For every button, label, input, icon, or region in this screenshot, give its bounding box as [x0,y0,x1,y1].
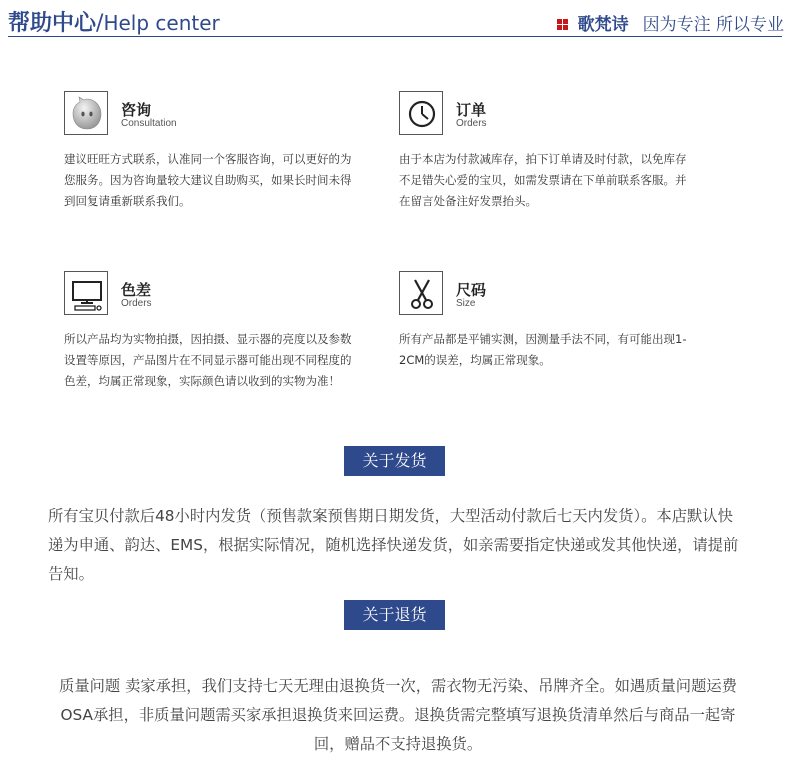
returns-heading: 关于退货 [344,600,445,630]
returns-text: 质量问题 卖家承担，我们支持七天无理由退换货一次，需衣物无污染、吊牌齐全。如遇质量问题运费OSA承担，非质量问题需买家承担退换货来回运费。退换货需完整填写退换货清单然后与商品一起寄回，赠品不支持退换货。 [59,677,737,753]
scissors-icon [400,272,444,316]
card-title: 尺码 [456,281,487,299]
page-title-en: Help center [103,11,220,35]
card-icon-box [399,271,443,315]
brand-slogan: 因为专注 所以专业 [642,15,784,35]
shipping-text: 所有宝贝付款后48小时内发货（预售款案预售期日期发货，大型活动付款后七天内发货）。本店默认快递为申通、韵达、EMS，根据实际情况，随机选择快递发货，如亲需要指定快递或发其他快递，请提前告知。 [48,507,739,583]
card-description: 所以产品均为实物拍摄，因拍摄、显示器的亮度以及参数设置等原因，产品图片在不同显示器可能出现不同程度的色差，均属正常现象，实际颜色请以收到的实物为准！ [64,332,352,388]
page-title-cn: 帮助中心 [8,11,97,36]
card-description: 所有产品都是平铺实测，因测量手法不同，有可能出现1-2CM的误差，均属正常现象。 [399,332,687,367]
card-consultation [64,91,364,221]
card-size [399,271,699,391]
card-subtitle: Orders [121,298,152,309]
card-title: 色差 [121,281,152,299]
card-icon-box [64,91,108,135]
chat-bubble-icon [65,92,109,136]
page-title [8,6,220,37]
clock-icon [400,92,444,136]
brand-area [557,10,784,35]
card-orders [399,91,699,221]
header-divider [8,36,782,37]
brand-name: 歌梵诗 [577,15,629,35]
card-color-difference [64,271,364,431]
card-description: 由于本店为付款减库存，拍下订单请及时付款，以免库存不足错失心爱的宝贝，如需发票请在下单前联系客服。并在留言处备注好发票抬头。 [399,152,687,208]
card-subtitle: Orders [456,118,487,129]
card-title: 订单 [456,101,487,119]
card-subtitle: Consultation [121,118,177,129]
card-description: 建议旺旺方式联系，认准同一个客服咨询，可以更好的为您服务。因为咨询量较大建议自助购买，如果长时间未得到回复请重新联系我们。 [64,152,352,208]
card-subtitle: Size [456,298,476,309]
shipping-heading: 关于发货 [344,446,445,476]
card-title: 咨询 [121,101,152,119]
header [0,0,790,38]
card-icon-box [64,271,108,315]
card-icon-box [399,91,443,135]
title-slash: / [96,11,104,36]
brand-logo-icon [557,19,568,30]
monitor-icon [65,272,109,316]
